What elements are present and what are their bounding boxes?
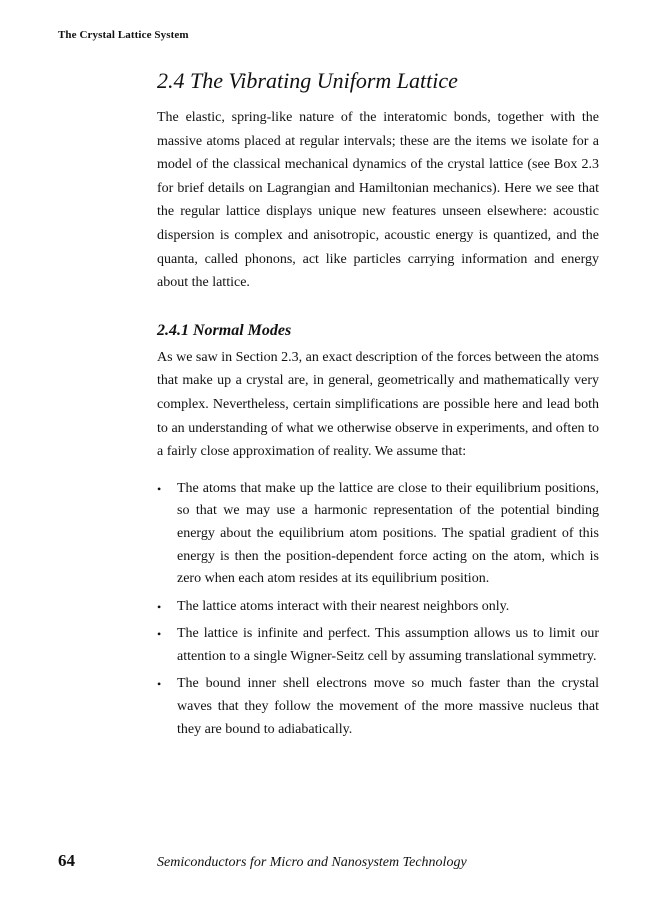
bullet-icon: • — [157, 677, 162, 692]
main-content — [157, 66, 599, 746]
list-item-text: The lattice atoms interact with their nearest neighbors only. — [177, 598, 510, 614]
section-title: 2.4 The Vibrating Uniform Lattice — [157, 68, 458, 93]
bullet-icon: • — [157, 481, 162, 496]
section-intro-paragraph: The elastic, spring-like nature of the interatomic bonds, together with the massive atoms placed at regular intervals; these are the items we isolate for a model of the classical mechanical dynamics of the crystal lattice (see Box 2.3 for brief details on Lagrangian and Hamiltonian mechanics). Here we see that the regular lattice displays unique new features unseen elsewhere: acoustic dispersion is complex and anisotropic, acoustic energy is quantized, and the quanta, called phonons, act like particles carrying information and energy about the lattice. — [157, 110, 599, 291]
list-item-text: The atoms that make up the lattice are close to their equilibrium positions, so that we may use a harmonic representation of the potential binding energy about the equilibrium atom positions. The spatial gradient of this energy is then the position-dependent force acting on the atom, which is zero when each atom resides at its equilibrium position. — [177, 480, 599, 587]
page-number: 64 — [58, 851, 75, 870]
bullet-icon: • — [157, 599, 162, 614]
list-item-text: The bound inner shell electrons move so much faster than the crystal waves that they follow the movement of the more massive nucleus that they are bound to adiabatically. — [177, 676, 599, 737]
assumption-list — [157, 478, 599, 742]
list-item — [157, 673, 599, 741]
subsection-paragraph: As we saw in Section 2.3, an exact description of the forces between the atoms that make up a crystal are, in general, geometrically and mathematically very complex. Nevertheless, certain simplifications are possible here and lead both to an understanding of what we otherwise observe in experiments, and often to a fairly close approximation of reality. We assume that: — [157, 349, 599, 460]
list-item — [157, 623, 599, 668]
list-item — [157, 478, 599, 591]
list-item — [157, 596, 599, 619]
footer-book-title: Semiconductors for Micro and Nanosystem Technology — [157, 855, 467, 870]
running-header: The Crystal Lattice System — [58, 29, 189, 41]
bullet-icon: • — [157, 627, 162, 642]
list-item-text: The lattice is infinite and perfect. This assumption allows us to limit our attention to a single Wigner-Seitz cell by assuming translational symmetry. — [177, 626, 599, 664]
subsection-title: 2.4.1 Normal Modes — [157, 321, 292, 339]
